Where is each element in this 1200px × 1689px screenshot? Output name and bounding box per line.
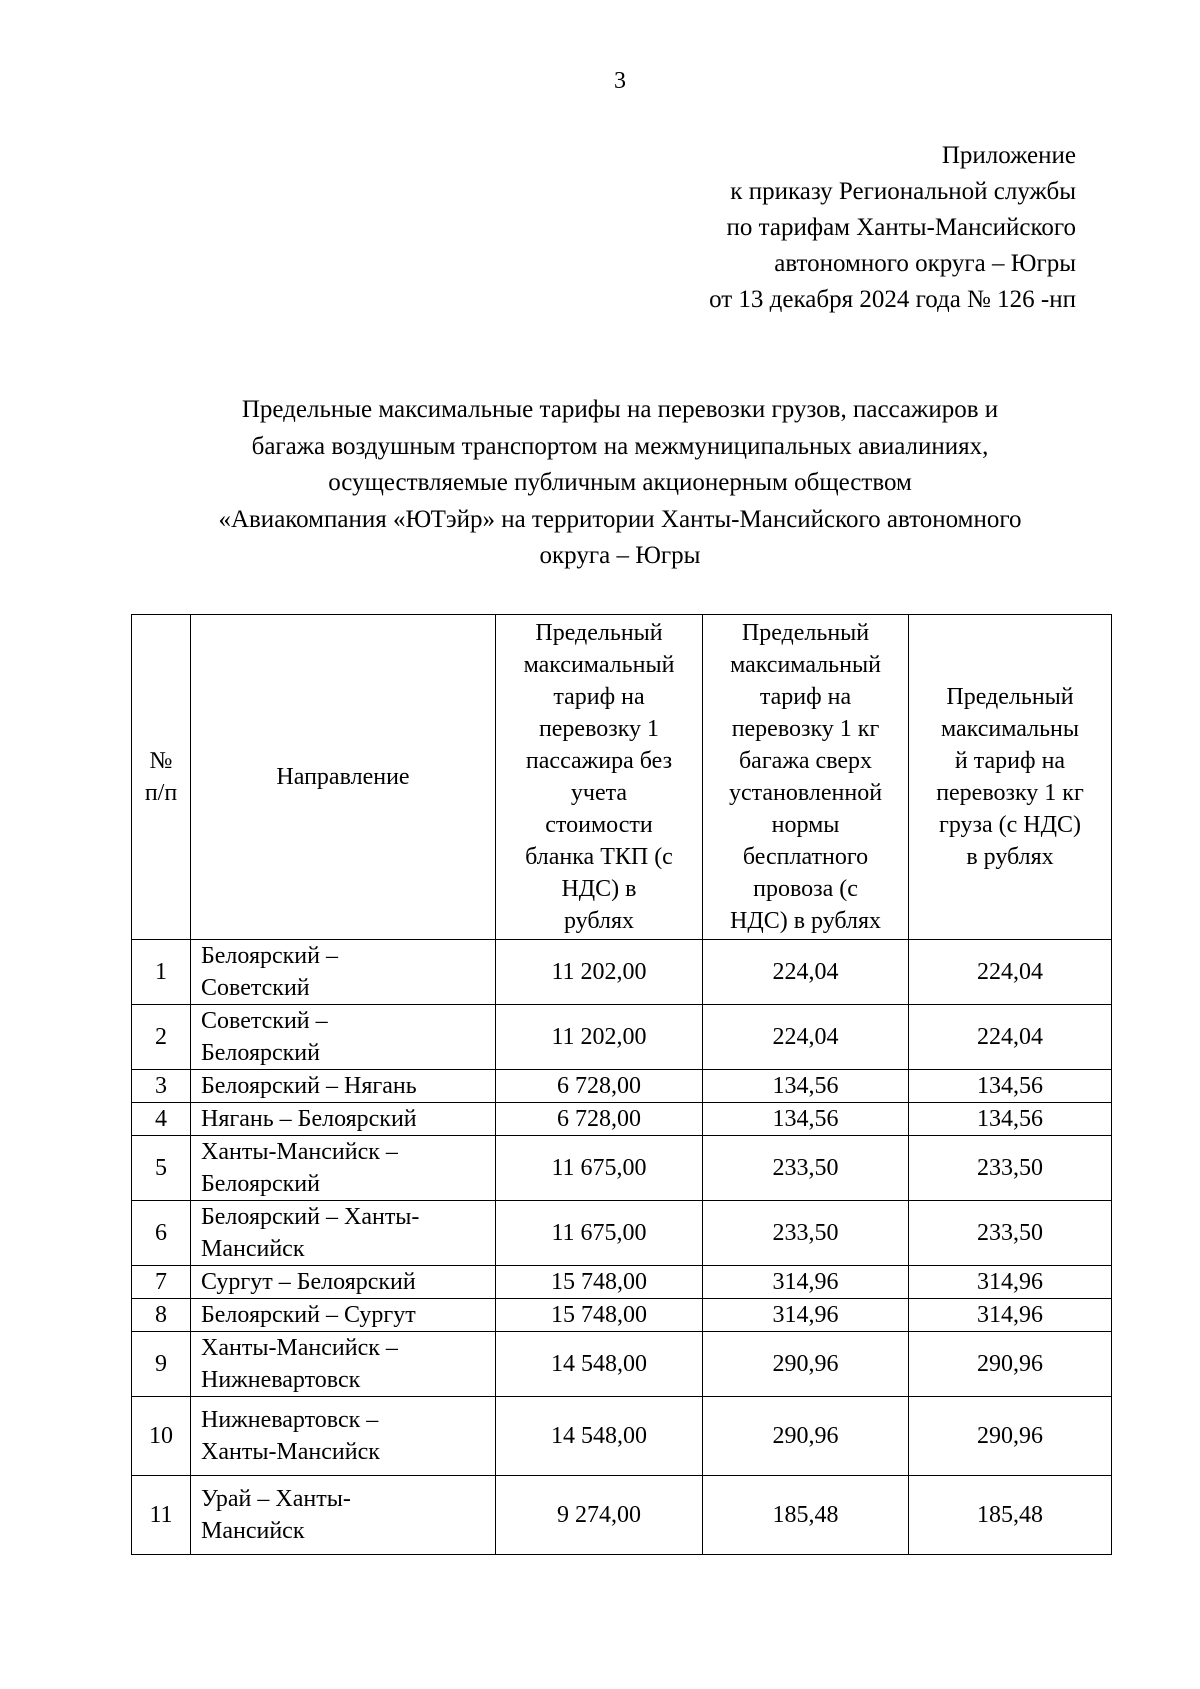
cell-direction: Урай – Ханты- Мансийск — [191, 1476, 496, 1555]
cell-cargo: 185,48 — [909, 1476, 1112, 1555]
title-line: Предельные максимальные тарифы на перевозки грузов, пассажиров и — [241, 396, 999, 423]
cell-baggage: 134,56 — [703, 1103, 909, 1136]
cell-num: 5 — [132, 1136, 191, 1201]
cell-baggage: 224,04 — [703, 1005, 909, 1070]
cell-baggage: 290,96 — [703, 1397, 909, 1476]
page-number: 3 — [614, 68, 626, 94]
cell-passenger: 14 548,00 — [496, 1397, 703, 1476]
cell-passenger: 6 728,00 — [496, 1103, 703, 1136]
header-passenger: Предельный максимальный тариф на перевозку 1 пассажира без учета стоимости бланка ТКП (с НДС) в рублях — [496, 615, 703, 940]
table-row — [132, 1476, 1112, 1555]
cell-cargo: 134,56 — [909, 1070, 1112, 1103]
cell-passenger: 11 202,00 — [496, 1005, 703, 1070]
tariffs-table — [131, 614, 1112, 1555]
cell-passenger: 11 202,00 — [496, 940, 703, 1005]
cell-baggage: 314,96 — [703, 1299, 909, 1332]
cell-baggage: 233,50 — [703, 1201, 909, 1266]
cell-num: 9 — [132, 1332, 191, 1397]
cell-passenger: 14 548,00 — [496, 1332, 703, 1397]
cell-baggage: 224,04 — [703, 940, 909, 1005]
cell-num: 6 — [132, 1201, 191, 1266]
header-direction: Направление — [191, 615, 496, 940]
cell-cargo: 224,04 — [909, 1005, 1112, 1070]
header-cargo: Предельный максимальны й тариф на перевозку 1 кг груза (с НДС) в рублях — [909, 615, 1112, 940]
cell-direction: Сургут – Белоярский — [191, 1266, 496, 1299]
cell-num: 4 — [132, 1103, 191, 1136]
cell-cargo: 224,04 — [909, 940, 1112, 1005]
cell-baggage: 314,96 — [703, 1266, 909, 1299]
cell-passenger: 11 675,00 — [496, 1201, 703, 1266]
appendix-line: Приложение — [941, 142, 1076, 169]
cell-num: 2 — [132, 1005, 191, 1070]
cell-num: 7 — [132, 1266, 191, 1299]
cell-cargo: 314,96 — [909, 1266, 1112, 1299]
cell-direction: Белоярский – Ханты- Мансийск — [191, 1201, 496, 1266]
cell-passenger: 15 748,00 — [496, 1299, 703, 1332]
cell-direction: Советский – Белоярский — [191, 1005, 496, 1070]
cell-passenger: 9 274,00 — [496, 1476, 703, 1555]
cell-passenger: 11 675,00 — [496, 1136, 703, 1201]
cell-passenger: 6 728,00 — [496, 1070, 703, 1103]
cell-cargo: 233,50 — [909, 1136, 1112, 1201]
table-row — [132, 1299, 1112, 1332]
table-row — [132, 1266, 1112, 1299]
cell-num: 1 — [132, 940, 191, 1005]
table-row — [132, 1397, 1112, 1476]
cell-cargo: 290,96 — [909, 1397, 1112, 1476]
table-row — [132, 1103, 1112, 1136]
table-row — [132, 940, 1112, 1005]
title-line: округа – Югры — [539, 542, 701, 569]
title-line: багажа воздушным транспортом на межмуниципальных авиалиниях, — [251, 432, 989, 460]
document-title — [150, 392, 1090, 575]
appendix-line: к приказу Региональной службы — [730, 178, 1076, 205]
appendix-line: от 13 декабря 2024 года № 126 -нп — [709, 286, 1076, 313]
cell-direction: Нижневартовск – Ханты-Мансийск — [191, 1397, 496, 1476]
table-header-row — [132, 615, 1112, 940]
cell-direction: Ханты-Мансийск – Нижневартовск — [191, 1332, 496, 1397]
table-row — [132, 1136, 1112, 1201]
table-row — [132, 1070, 1112, 1103]
cell-cargo: 134,56 — [909, 1103, 1112, 1136]
appendix-block — [709, 138, 1076, 318]
cell-cargo: 290,96 — [909, 1332, 1112, 1397]
appendix-line: по тарифам Ханты-Мансийского — [726, 214, 1076, 241]
header-num: № п/п — [132, 615, 191, 940]
cell-cargo: 233,50 — [909, 1201, 1112, 1266]
table-row — [132, 1005, 1112, 1070]
cell-direction: Белоярский – Советский — [191, 940, 496, 1005]
cell-baggage: 290,96 — [703, 1332, 909, 1397]
cell-num: 11 — [132, 1476, 191, 1555]
cell-num: 10 — [132, 1397, 191, 1476]
cell-direction: Белоярский – Сургут — [191, 1299, 496, 1332]
header-baggage: Предельный максимальный тариф на перевозку 1 кг багажа сверх установленной нормы бесплатного провоза (с НДС) в рублях — [703, 615, 909, 940]
table-row — [132, 1201, 1112, 1266]
appendix-line: автономного округа – Югры — [774, 250, 1076, 277]
cell-num: 3 — [132, 1070, 191, 1103]
table-row — [132, 1332, 1112, 1397]
cell-direction: Ханты-Мансийск – Белоярский — [191, 1136, 496, 1201]
cell-baggage: 185,48 — [703, 1476, 909, 1555]
cell-direction: Нягань – Белоярский — [191, 1103, 496, 1136]
cell-baggage: 134,56 — [703, 1070, 909, 1103]
cell-baggage: 233,50 — [703, 1136, 909, 1201]
cell-num: 8 — [132, 1299, 191, 1332]
cell-direction: Белоярский – Нягань — [191, 1070, 496, 1103]
cell-passenger: 15 748,00 — [496, 1266, 703, 1299]
title-line: осуществляемые публичным акционерным обществом — [328, 469, 912, 496]
cell-cargo: 314,96 — [909, 1299, 1112, 1332]
title-line: «Авиакомпания «ЮТэйр» на территории Ханты-Мансийского автономного — [218, 505, 1022, 533]
